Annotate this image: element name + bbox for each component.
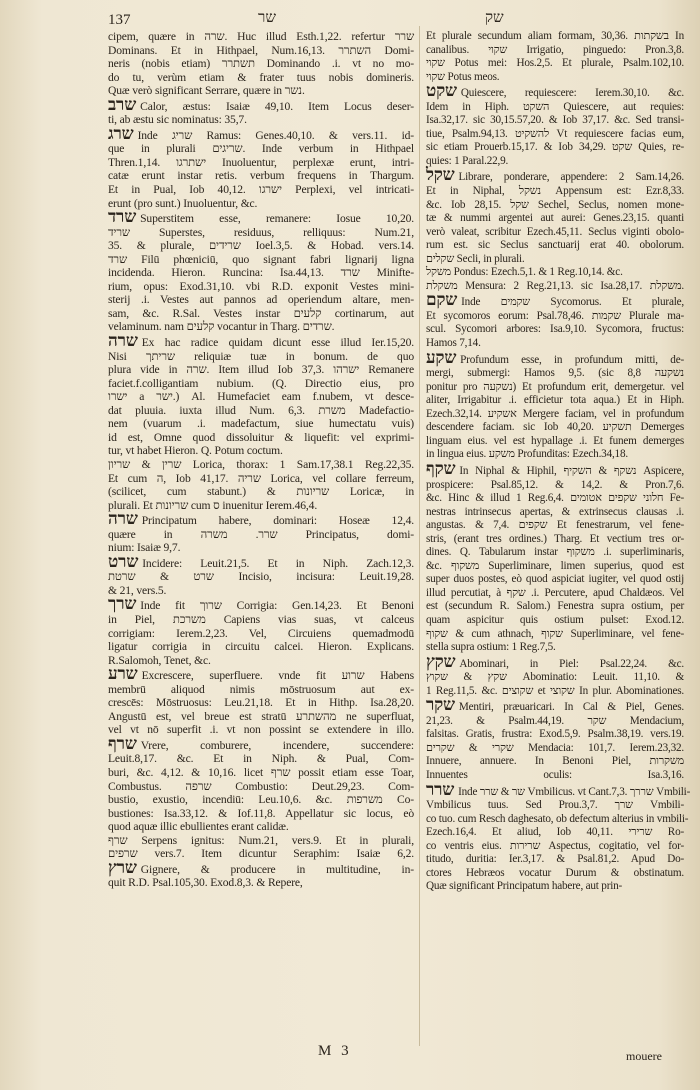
line-text: ponitur pro נשקעה) Et profundum erit, demergetur. vel [426, 380, 684, 393]
line-text: plura vide in שרה. Item illud Iob 37,3. ישרהו Remanere [108, 363, 414, 377]
headword: שרה [108, 509, 138, 529]
line-text: crescēs: Mōstruosus: Leu.21,18. Et in Hithp. Isa.28,20. [108, 696, 414, 710]
line-text: linguam eius. vel est hypallage .i. Et funem demerges [426, 434, 684, 447]
signature-mark: M 3 [318, 1043, 349, 1059]
text-line [108, 820, 414, 834]
text-line [426, 779, 691, 800]
text-line [426, 728, 684, 742]
line-text: שרף Serpens ignitus: Num.21, vers.9. Et in plurali, [108, 833, 414, 847]
text-line [108, 444, 414, 458]
line-text: שרד Filū phœniciū, quo signant fabri lignarij ligna [108, 252, 414, 266]
text-line [426, 212, 684, 226]
line-text: quies: 1 Paral.22,9. [426, 154, 509, 167]
text-line [426, 421, 684, 435]
text-line [108, 431, 414, 445]
line-text: Et in Pual, Iob 40,12. ישרגו Perplexi, vel intricati- [108, 183, 414, 197]
text-line [108, 207, 414, 227]
line-text: Quæ verò significant Serrare, quære in נשר. [108, 84, 305, 98]
line-text: &c. משקוף Superliminare, limen superius, quod est [426, 559, 684, 572]
text-line [108, 752, 414, 766]
text-line [108, 404, 414, 418]
text-line [108, 253, 414, 267]
text-line [108, 123, 414, 143]
line-text: Et in Niphal, נשקל Appensum est: Ezr.8,33. [426, 185, 684, 198]
line-text: vel vt nō superfit .i. vt non possint se extendere in illo. [108, 723, 414, 737]
line-text: incidenda. Hieron. Runcina: Isa.44,13. שרד Minifte- [108, 266, 415, 280]
running-head-right: שק [485, 10, 504, 26]
text-line [426, 506, 684, 520]
text-line [426, 185, 684, 199]
headword: שקם [426, 290, 458, 310]
running-head-left: שר [258, 10, 276, 26]
text-line [108, 363, 414, 377]
text-line [108, 350, 414, 364]
line-text: rium, opus: Exod.31,10. vbi R.D. exponit Vestes mini- [108, 279, 414, 293]
line-text: Ex hac radice quidam dicunt esse illud Ier.15,20. [141, 336, 414, 350]
text-line [426, 71, 684, 85]
line-text: שקץ & שקוץ Abominatio: Leuit. 11,10. & [426, 671, 684, 684]
headword: שרף [108, 733, 137, 753]
line-text: Isa.32,17. sic 30,15.57,20. & Iob 37,17. &c. Sed transi- [426, 114, 684, 127]
text-line [108, 793, 414, 807]
text-line [426, 546, 684, 560]
text-line [426, 199, 684, 213]
text-line [108, 377, 414, 391]
line-text: dat pluuia. iuxta illud Num. 6,3. משרת Madefactio- [108, 403, 415, 417]
line-text: שקוי Potus meos. [426, 70, 500, 83]
line-text: &c. Hinc & illud 1 Reg.6,4. חלוני שקפים אטומים Fe- [426, 492, 684, 505]
text-line [426, 826, 684, 840]
line-text: plurali. Et שריונות cum ס inuenitur Ierem.46,4. [108, 498, 318, 512]
line-text: Profundum esse, in profundum mitti, de- [460, 353, 684, 366]
line-text: Inde שקמים Sycomorus. Et plurale, [461, 296, 684, 309]
line-text: Quiescere, requiescere: Ierem.30,10. &c. [460, 87, 684, 100]
headword: שרך [108, 594, 137, 614]
line-text: que in plurali שריגים. Inde verbum in Hithpael [108, 142, 414, 156]
left-column [108, 30, 414, 1040]
line-text: Inde שריג Ramus: Genes.40,10. & vers.11. id- [137, 128, 414, 142]
text-line [426, 715, 684, 729]
line-text: משקל Pondus: Ezech.5,1. & 1 Reg.10,14. &c. [426, 266, 623, 279]
text-line [426, 253, 684, 267]
text-line [426, 128, 684, 142]
text-line [108, 528, 414, 542]
text-line [108, 417, 414, 431]
line-text: Et plurale secundum aliam formam, 30,36. בשקתות In [426, 30, 684, 42]
line-text: R.Salomoh, Tenet, &c. [108, 653, 211, 667]
text-line [426, 651, 684, 672]
text-line [426, 671, 684, 685]
text-line [108, 654, 414, 668]
line-text: buri, &c. 4,12. & 10,16. licet שרף possit etiam esse Toar, [108, 765, 414, 779]
text-line [426, 394, 684, 408]
text-line [108, 723, 414, 737]
line-text: Idem in Hiph. השקט Quiescere, aut requies: [426, 100, 684, 113]
line-text: In Niphal & Hiphil, נשקף & השקיף Aspicere, [459, 464, 685, 477]
text-line [426, 44, 684, 58]
line-text: שקרי & שקרים Mendacia: 101,7. Ierem.23,32. [426, 741, 684, 754]
line-text: nestras intrinsecus apertas, & extrinsecus clausas .i. [426, 505, 684, 518]
text-line [108, 280, 414, 294]
text-line [426, 155, 684, 169]
text-line [426, 347, 684, 368]
line-text: cipem, quære in שרה. Huc illud Esth.1,22. refertur שרר [108, 30, 415, 43]
text-line [108, 499, 414, 513]
line-text: illud percutiat, à שקף .i. Percutere, apud Chaldæos. Vel [426, 586, 684, 599]
text-line [426, 573, 684, 587]
line-text: catæ erunt instar retis. verbum frequens in Thargum. [108, 169, 414, 183]
text-line [108, 239, 414, 253]
text-line [426, 685, 684, 699]
text-line [426, 30, 684, 44]
line-text: & 21, vers.5. [108, 583, 167, 597]
headword: שקף [426, 458, 456, 478]
line-text: Vmbilicus tuus. Sed Prou.3,7. שרך Vmbili- [426, 799, 684, 812]
line-text: 21,23. & Psalm.44,19. שקר Mendacium, [426, 714, 684, 727]
line-text: שרט & שרטת Incisio, incisura: Leuit.19,28. [108, 570, 414, 584]
text-line [426, 141, 684, 155]
text-line [426, 226, 684, 240]
line-text: bustio, exustio, incendiū: Leu.10,6. &c. משרפות Co- [108, 793, 414, 807]
line-text: nem (vuarum .i. madefactum, siue humectatu vuis) [108, 417, 414, 431]
text-line [108, 584, 414, 598]
text-line [426, 448, 684, 462]
line-text: quod aquæ illic ebullientes erant calidæ. [108, 820, 289, 834]
text-line [108, 834, 414, 848]
text-line [426, 479, 684, 493]
line-text: 1 Reg.11,5. &c. שקוצים et שקוצי In plur. Abominationes. [426, 684, 684, 697]
line-text: Inde fit שרוך Corrigia: Gen.14,23. Et Benoni [140, 599, 414, 613]
text-line [426, 458, 685, 479]
headword: שקר [426, 695, 455, 715]
headword: שרה [108, 331, 138, 351]
right-column [426, 30, 691, 1040]
line-text: aliter, Irrigabitur .i. efficietur tota aqua.) Et in Hiph. [426, 394, 684, 407]
line-text: Et cum ה, Iob 41,17. שריה Lorica, vel collare ferreum, [108, 471, 414, 485]
text-line [426, 280, 684, 294]
line-text: Innuentes oculis: Isa.3,16. [426, 768, 684, 781]
line-text: sam, &c. R.Sal. Vestes instar קלעים cortinarum, aut [108, 306, 414, 320]
text-line [108, 156, 414, 170]
text-line [108, 169, 414, 183]
text-line [426, 799, 684, 813]
text-line [426, 641, 684, 655]
headword: שקע [426, 347, 457, 367]
line-text: Hamos 7,14. [426, 337, 481, 350]
line-text: ctores Hebræos vocatur Durum & obstinatum. [426, 866, 684, 879]
text-line [108, 876, 414, 890]
text-line [108, 30, 414, 44]
text-line [426, 769, 684, 783]
line-text: Abominari, in Piel: Psal.22,24. &c. [459, 657, 684, 670]
line-text: tæ & nummi argentei aut aurei: Genes.23,15. quanti [426, 212, 684, 225]
headword: שרג [108, 123, 134, 143]
line-text: ti, ab æstu sic nominatus: 35,7. [108, 113, 247, 127]
line-text: co ventris eius. שרירות Aspectus, cogitatio, vel for- [426, 839, 684, 852]
line-text: stella supra ostium: 1 Reg.7,5. [426, 641, 556, 654]
text-line [108, 485, 414, 499]
line-text: Dominans. Et in Hithpael, Num.16,13. השתרר Domi- [108, 43, 414, 57]
line-text: angustas. & 7,4. שקפים Et fenestrarum, vel fene- [426, 519, 684, 532]
line-text: Combustus. שרפה Combustio: Deut.29,23. Com- [108, 779, 414, 793]
line-text: Quæ significant Principatum habere, aut prin- [426, 880, 623, 893]
text-line [108, 94, 414, 114]
line-text: quit R.D. Psal.105,30. Exod.8,3. & Repere, [108, 876, 303, 890]
text-line [108, 458, 414, 472]
text-line [108, 710, 414, 724]
text-line [108, 627, 414, 641]
text-line [108, 57, 414, 71]
text-line [426, 435, 684, 449]
line-text: Excrescere, superfluere. vnde fit שרוע Habens [141, 669, 414, 683]
line-text: est (secundum R. Salom.) Fenestra supra ostium, per [426, 600, 684, 613]
text-line [108, 142, 414, 156]
text-line [108, 857, 414, 877]
headword: שרט [108, 551, 139, 571]
text-line [426, 81, 684, 101]
text-line [426, 812, 689, 827]
line-text: Principatum habere, dominari: Hoseæ 12,4. [141, 514, 414, 528]
text-line [108, 472, 414, 486]
text-line [426, 290, 684, 310]
line-text: canalibus. שקוי Irrigatio, pinguedo: Pron.3,8. [426, 43, 684, 56]
text-line [108, 766, 414, 780]
line-text: Ezech.16,4. Et aliud, Iob 40,11. שרירי Ro- [426, 826, 684, 839]
text-line [426, 853, 684, 867]
text-line [108, 613, 414, 627]
line-text: co tuo. cum Resch daghesato, ob defectum alterius in vmbili- [426, 812, 689, 825]
text-line [426, 101, 684, 115]
text-line [108, 509, 414, 529]
line-text: משקלת Mensura: 2 Reg.21,13. sic Isa.28,17. משקלת. [426, 279, 684, 292]
text-line [426, 614, 684, 628]
text-line [426, 742, 684, 756]
line-text: verò valeat, scribitur Ezech.45,11. Seclus viginti obolo- [426, 225, 684, 238]
line-text: velaminum. nam קלעים vocantur in Tharg. שרדים. [108, 320, 335, 334]
text-line [108, 320, 414, 334]
line-text: faciet.f.colligantiam nubium. (Q. Directio eius, pro [108, 376, 414, 390]
line-text: (scilicet, cum stabunt.) & שריונות Loricæ, in [108, 485, 414, 499]
line-text: stris, (erant tres ordines.) Tharg. Et vectium tres or- [426, 532, 684, 545]
line-text: Nisi שריתך reliquiæ tuæ in bonum. de quo [108, 349, 414, 363]
line-text: שקוף & cum athnach, שקוף Superliminare, vel fene- [426, 627, 684, 640]
text-line [108, 780, 414, 794]
line-text: tiue, Psalm.94,13. להשקיט Vt requiescere facias eum, [426, 127, 685, 140]
line-text: scul. Sycomori arbores: Isa.9,10. Sycomora, fructus: [426, 323, 684, 336]
line-text: 35. & plurale, שרידים Ioel.3,5. & Hobad. vers.14. [108, 239, 414, 253]
text-line [426, 367, 684, 381]
line-text: Incidere: Leuit.21,5. Et in Niph. Zach.12,3. [142, 556, 414, 570]
line-text: descendere faciam. sic Iob 40,20. תשקיע Demerges [426, 421, 684, 434]
line-text: ישרו a ישר.) Al. Humefaciet eam f.nubem, vt desce- [108, 390, 414, 404]
text-line [108, 266, 414, 280]
text-line [426, 165, 684, 185]
text-line [426, 239, 684, 253]
text-line [426, 560, 684, 574]
line-text: ligatur corrigia in circuitu calcei. Hieron. Explicans. [108, 640, 414, 654]
text-line [108, 84, 414, 98]
line-text: שרין & שריון Lorica, thorax: 1 Sam.17,38.1 Reg.22,35. [108, 457, 414, 471]
line-text: Innuere, annuere. In Benoni Piel, משקרות [426, 755, 684, 768]
line-text: mergi, submergi: Hamos 9,5. (sic 8,8 נשקעה [426, 367, 684, 380]
line-text: Vrere, comburere, incendere, succendere: [140, 738, 414, 752]
line-text: שרפים vers.7. Item dicuntur Seraphim: Isaiæ 6,2. [108, 847, 414, 861]
line-text: Gignere, & producere in multitudine, in- [140, 862, 414, 876]
line-text: corrigiam: Ierem.2,23. Vel, Circuiens quemadmodū [108, 626, 414, 640]
text-line [108, 847, 414, 861]
text-line [108, 71, 414, 85]
headword: שרץ [108, 857, 137, 877]
line-text: neris (nobis etiam) תשתרר Dominando .i. vt no mo- [108, 57, 414, 71]
text-line [426, 587, 684, 601]
text-line [108, 541, 414, 555]
line-text: falsitas. Gratis, frustra: Exod.5,9. Psalm.38,19. vers.19. [426, 728, 684, 741]
line-text: id est, Omne quod dissoluitur & liquefit: vel exprimi- [108, 430, 414, 444]
line-text: Calor, æstus: Isaiæ 49,10. Item Locus deser- [140, 99, 414, 113]
headword: שקט [426, 81, 457, 101]
line-text: Leuit.8,17. &c. Et in Niph. & Pual, Com- [108, 752, 414, 766]
line-text: nium: Isaiæ 9,7. [108, 541, 181, 555]
line-text: titudo, duritia: Ier.3,17. & Psal.81,2. Apud Do- [426, 853, 684, 866]
text-line [108, 331, 414, 351]
text-line [108, 733, 414, 753]
text-line [108, 664, 414, 684]
text-line [426, 867, 684, 881]
text-line [426, 880, 684, 894]
line-text: quære in שרר. משרה Principatus, domi- [108, 527, 414, 541]
text-line [108, 594, 414, 614]
text-line [426, 628, 684, 642]
line-text: rum est. sic Seclus sanctuarij erat 40. obolorum. [426, 239, 684, 252]
text-line [108, 683, 414, 697]
text-line [108, 197, 414, 211]
catchword: mouere [626, 1049, 662, 1063]
column-divider [419, 26, 420, 1046]
text-line [426, 533, 684, 547]
headword: שקל [426, 165, 455, 185]
line-text: tur, vt habet Hieron. Q. Potum coctum. [108, 444, 283, 458]
line-text: prospicere: Psal.85,12. & 14,2. & Pron.7,6. [426, 478, 684, 491]
text-line [108, 696, 414, 710]
text-line [108, 570, 414, 584]
line-text: Angustū est, vel breue est stratū מהשתרע ne superfluat, [108, 709, 414, 723]
text-line [426, 114, 684, 128]
text-line [108, 807, 414, 821]
text-line [108, 113, 414, 127]
line-text: bustiones: Isa.33,12. & Iof.11,8. Appellatur sic locus, eò [108, 806, 414, 820]
text-line [426, 337, 684, 351]
text-line [426, 519, 684, 533]
line-text: Ezech.32,14. אשקיע Mergere faciam, vel in profundum [426, 407, 684, 420]
text-line [108, 390, 414, 404]
headword: שרע [108, 664, 138, 684]
text-line [108, 183, 414, 197]
line-text: Mentiri, præuaricari. In Cal & Piel, Genes. [458, 701, 684, 714]
line-text: Librare, ponderare, appendere: 2 Sam.14,26. [458, 171, 684, 184]
headword: שרד [108, 207, 137, 227]
text-line [426, 310, 684, 324]
text-line [426, 600, 684, 614]
line-text: Superstitem esse, remanere: Iosue 10,20. [140, 212, 414, 226]
headword: שרב [108, 94, 137, 114]
line-text: sterij .i. Vestes aut pannos ad operiendum altare, men- [108, 293, 414, 307]
line-text: Thren.1,14. ישתרגו Inuoluentur, perplexæ erunt, intri- [108, 155, 414, 169]
line-text: שקלים Secli, in plurali. [426, 252, 525, 265]
line-text: super duos postes, eò quod aspiciat iugiter, vel quod ostij [426, 573, 684, 586]
page-number: 137 [108, 12, 131, 28]
text-line [426, 755, 684, 769]
line-text: in lingua eius. משקע Profunditas: Ezech.34,18. [426, 448, 628, 461]
text-line [108, 226, 414, 240]
text-line [426, 695, 684, 715]
text-line [108, 640, 414, 654]
text-line [426, 840, 684, 854]
line-text: dines. Q. Tabularum instar משקוף .i. superliminaris, [426, 546, 684, 559]
line-text: שקוי Potus mei: Hos.2,5. Et plurale, Psalm.102,10. [426, 57, 684, 70]
text-line [108, 307, 414, 321]
text-line [426, 381, 684, 395]
text-line [426, 408, 684, 422]
text-line [108, 293, 414, 307]
line-text: in Piel, משרכת Capiens vias suas, vt calceus [108, 612, 414, 626]
line-text: Inde שר & שרר Vmbilicus. vt Cant.7,3. שררך Vmbili- [458, 785, 691, 798]
line-text: sic etiam Prouerb.15,17. & Iob 34,29. שקט Quies, re- [426, 141, 684, 154]
text-line [426, 57, 684, 71]
text-line [426, 323, 684, 337]
line-text: &c. Iob 28,15. שקל Sechel, Seclus, nomen mone- [426, 198, 684, 211]
text-line [426, 492, 684, 506]
line-text: quam aspicitur quis ostium pulset: Exod.12. [426, 613, 684, 626]
line-text: erunt (pro sunt.) Inuoluentur, &c. [108, 196, 258, 210]
line-text: membrū aliquod nimis mōstruosum aut ex- [108, 682, 414, 696]
line-text: do tu, verùm etiam & frater tuus nobis domineris. [108, 70, 414, 84]
text-line [426, 266, 684, 280]
line-text: Et sycomoros eorum: Psal.78,46. שקמות Plurale ma- [426, 309, 684, 322]
line-text: שריד Superstes, residuus, relliquus: Num.21, [108, 225, 414, 239]
headword: שקץ [426, 651, 456, 671]
text-line [108, 551, 414, 571]
headword: שרר [426, 779, 455, 799]
text-line [108, 44, 414, 58]
